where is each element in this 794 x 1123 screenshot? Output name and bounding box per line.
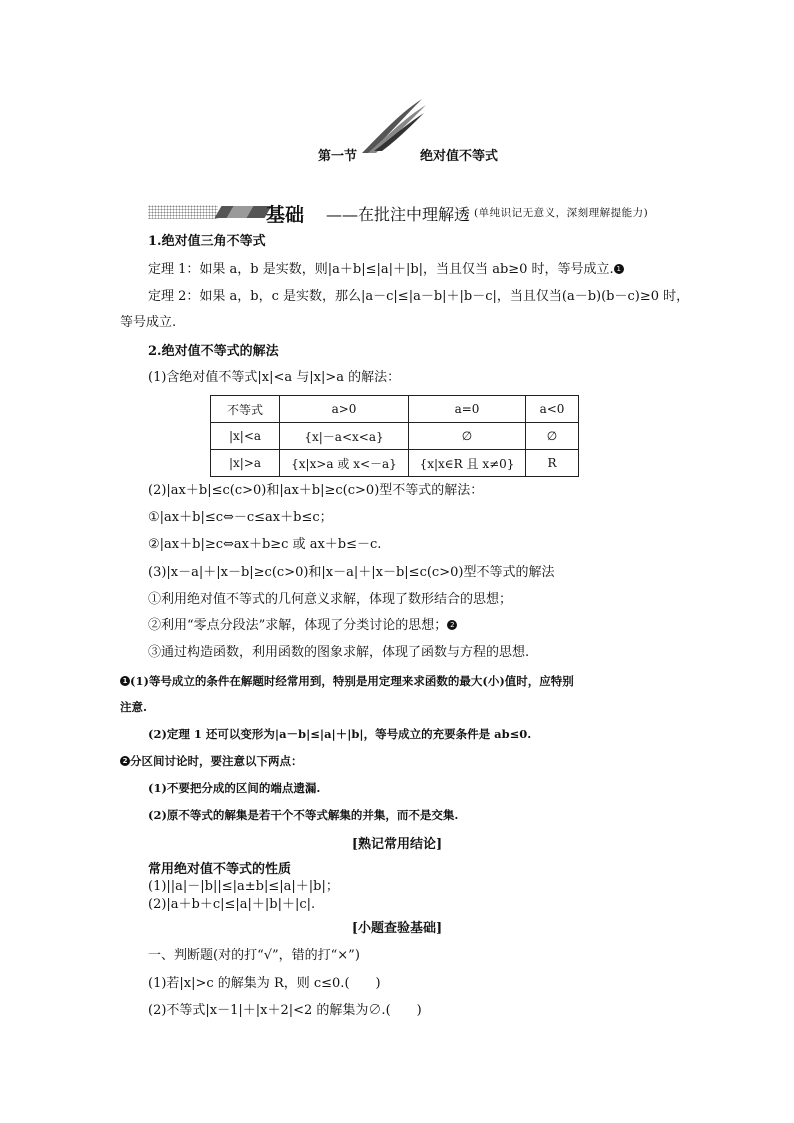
note1-line1 [120, 674, 574, 689]
question-1: (1)若|x|>c 的解集为 R，则 c≤0.( ) [148, 976, 381, 991]
method3-intro: (3)|x－a|＋|x－b|≥c(c>0)和|x－a|＋|x－b|≤c(c>0)型不等式的解法 [148, 565, 555, 580]
table-cell: |x|<a [211, 423, 280, 450]
table-cell: R [526, 450, 579, 477]
table-header-cell: a>0 [280, 396, 409, 423]
method3-approach2-text: ②利用“零点分段法”求解，体现了分类讨论的思想； [148, 618, 448, 633]
theorem1 [148, 262, 624, 278]
section-banner [148, 200, 688, 224]
section1-title: 1.绝对值三角不等式 [148, 234, 266, 249]
section2-title: 2.绝对值不等式的解法 [148, 344, 279, 359]
table-cell: ∅ [526, 423, 579, 450]
conclusion-2: (2)|a＋b＋c|≤|a|＋|b|＋|c|. [148, 897, 316, 912]
banner-heading: 基础 [266, 204, 305, 226]
note2-line2: (1)不要把分成的区间的端点遗漏. [148, 781, 321, 795]
table-cell: {x|x∈R 且 x≠0} [409, 450, 526, 477]
check-heading: [小题查验基础] [351, 921, 443, 936]
annotation-mark-1-icon: 1 [120, 676, 130, 686]
conclusion-1: (1)||a|－|b||≤|a±b|≤|a|＋|b|； [148, 879, 339, 894]
table-header-row [211, 396, 579, 423]
table-cell: {x|－a<x<a} [280, 423, 409, 450]
note1-text: (1)等号成立的条件在解题时经常用到，特别是用定理来求函数的最大(小)值时，应特别 [130, 674, 574, 688]
conclusions-title: 常用绝对值不等式的性质 [148, 862, 292, 877]
table-row [211, 450, 579, 477]
banner-subtitle: ——在批注中理解透 [326, 205, 471, 224]
banner-dots-decoration [148, 205, 218, 219]
method3-approach2 [148, 618, 457, 634]
conclusions-heading: [熟记常用结论] [351, 837, 443, 852]
table-header-cell: a=0 [409, 396, 526, 423]
note1-line3: (2)定理 1 还可以变形为|a－b|≤|a|＋|b|，等号成立的充要条件是 ab≤0. [148, 727, 532, 741]
solution-table [210, 395, 579, 477]
table-cell: {x|x>a 或 x<－a} [280, 450, 409, 477]
note2-text: 分区间讨论时，要注意以下两点： [130, 754, 303, 768]
method1-intro: (1)含绝对值不等式|x|<a 与|x|>a 的解法： [148, 370, 401, 385]
method2-intro: (2)|ax＋b|≤c(c>0)和|ax＋b|≥c(c>0)型不等式的解法： [148, 483, 484, 498]
theorem2-line2: 等号成立. [120, 315, 177, 330]
page-title: 绝对值不等式 [420, 149, 499, 164]
banner-note: (单纯识记无意义，深刻理解提能力) [474, 207, 649, 219]
annotation-mark-1-icon: 1 [614, 264, 624, 274]
note1-line2: 注意. [120, 700, 148, 714]
method2-case2: ②|ax＋b|≥c⇔ax＋b≥c 或 ax＋b≤－c. [148, 537, 382, 552]
table-cell: ∅ [409, 423, 526, 450]
method3-approach1: ①利用绝对值不等式的几何意义求解，体现了数形结合的思想； [148, 592, 513, 607]
theorem2-line1: 定理 2：如果 a，b，c 是实数，那么|a－c|≤|a－b|＋|b－c|，当且仅当(a－b)(b－c)≥0 时， [148, 289, 690, 304]
table-row [211, 423, 579, 450]
note2-line1 [120, 754, 303, 769]
theorem1-text: 定理 1：如果 a，b 是实数，则|a＋b|≤|a|＋|b|，当且仅当 ab≥0 时，等号成立. [148, 262, 614, 277]
question-2: (2)不等式|x－1|＋|x＋2|<2 的解集为∅.( ) [148, 1003, 422, 1018]
table-header-cell: 不等式 [211, 396, 280, 423]
question-group-title: 一、判断题(对的打“√”，错的打“×”) [148, 948, 360, 963]
note2-line3: (2)原不等式的解集是若干个不等式解集的并集，而不是交集. [148, 808, 459, 822]
table-cell: |x|>a [211, 450, 280, 477]
annotation-mark-2-icon: 2 [120, 756, 130, 766]
section-number: 第一节 [318, 149, 358, 164]
method2-case1: ①|ax＋b|≤c⇔－c≤ax＋b≤c； [148, 510, 333, 525]
method3-approach3: ③通过构造函数，利用函数的图象求解，体现了函数与方程的思想. [148, 645, 530, 660]
annotation-mark-2-icon: 2 [447, 620, 457, 630]
table-header-cell: a<0 [526, 396, 579, 423]
